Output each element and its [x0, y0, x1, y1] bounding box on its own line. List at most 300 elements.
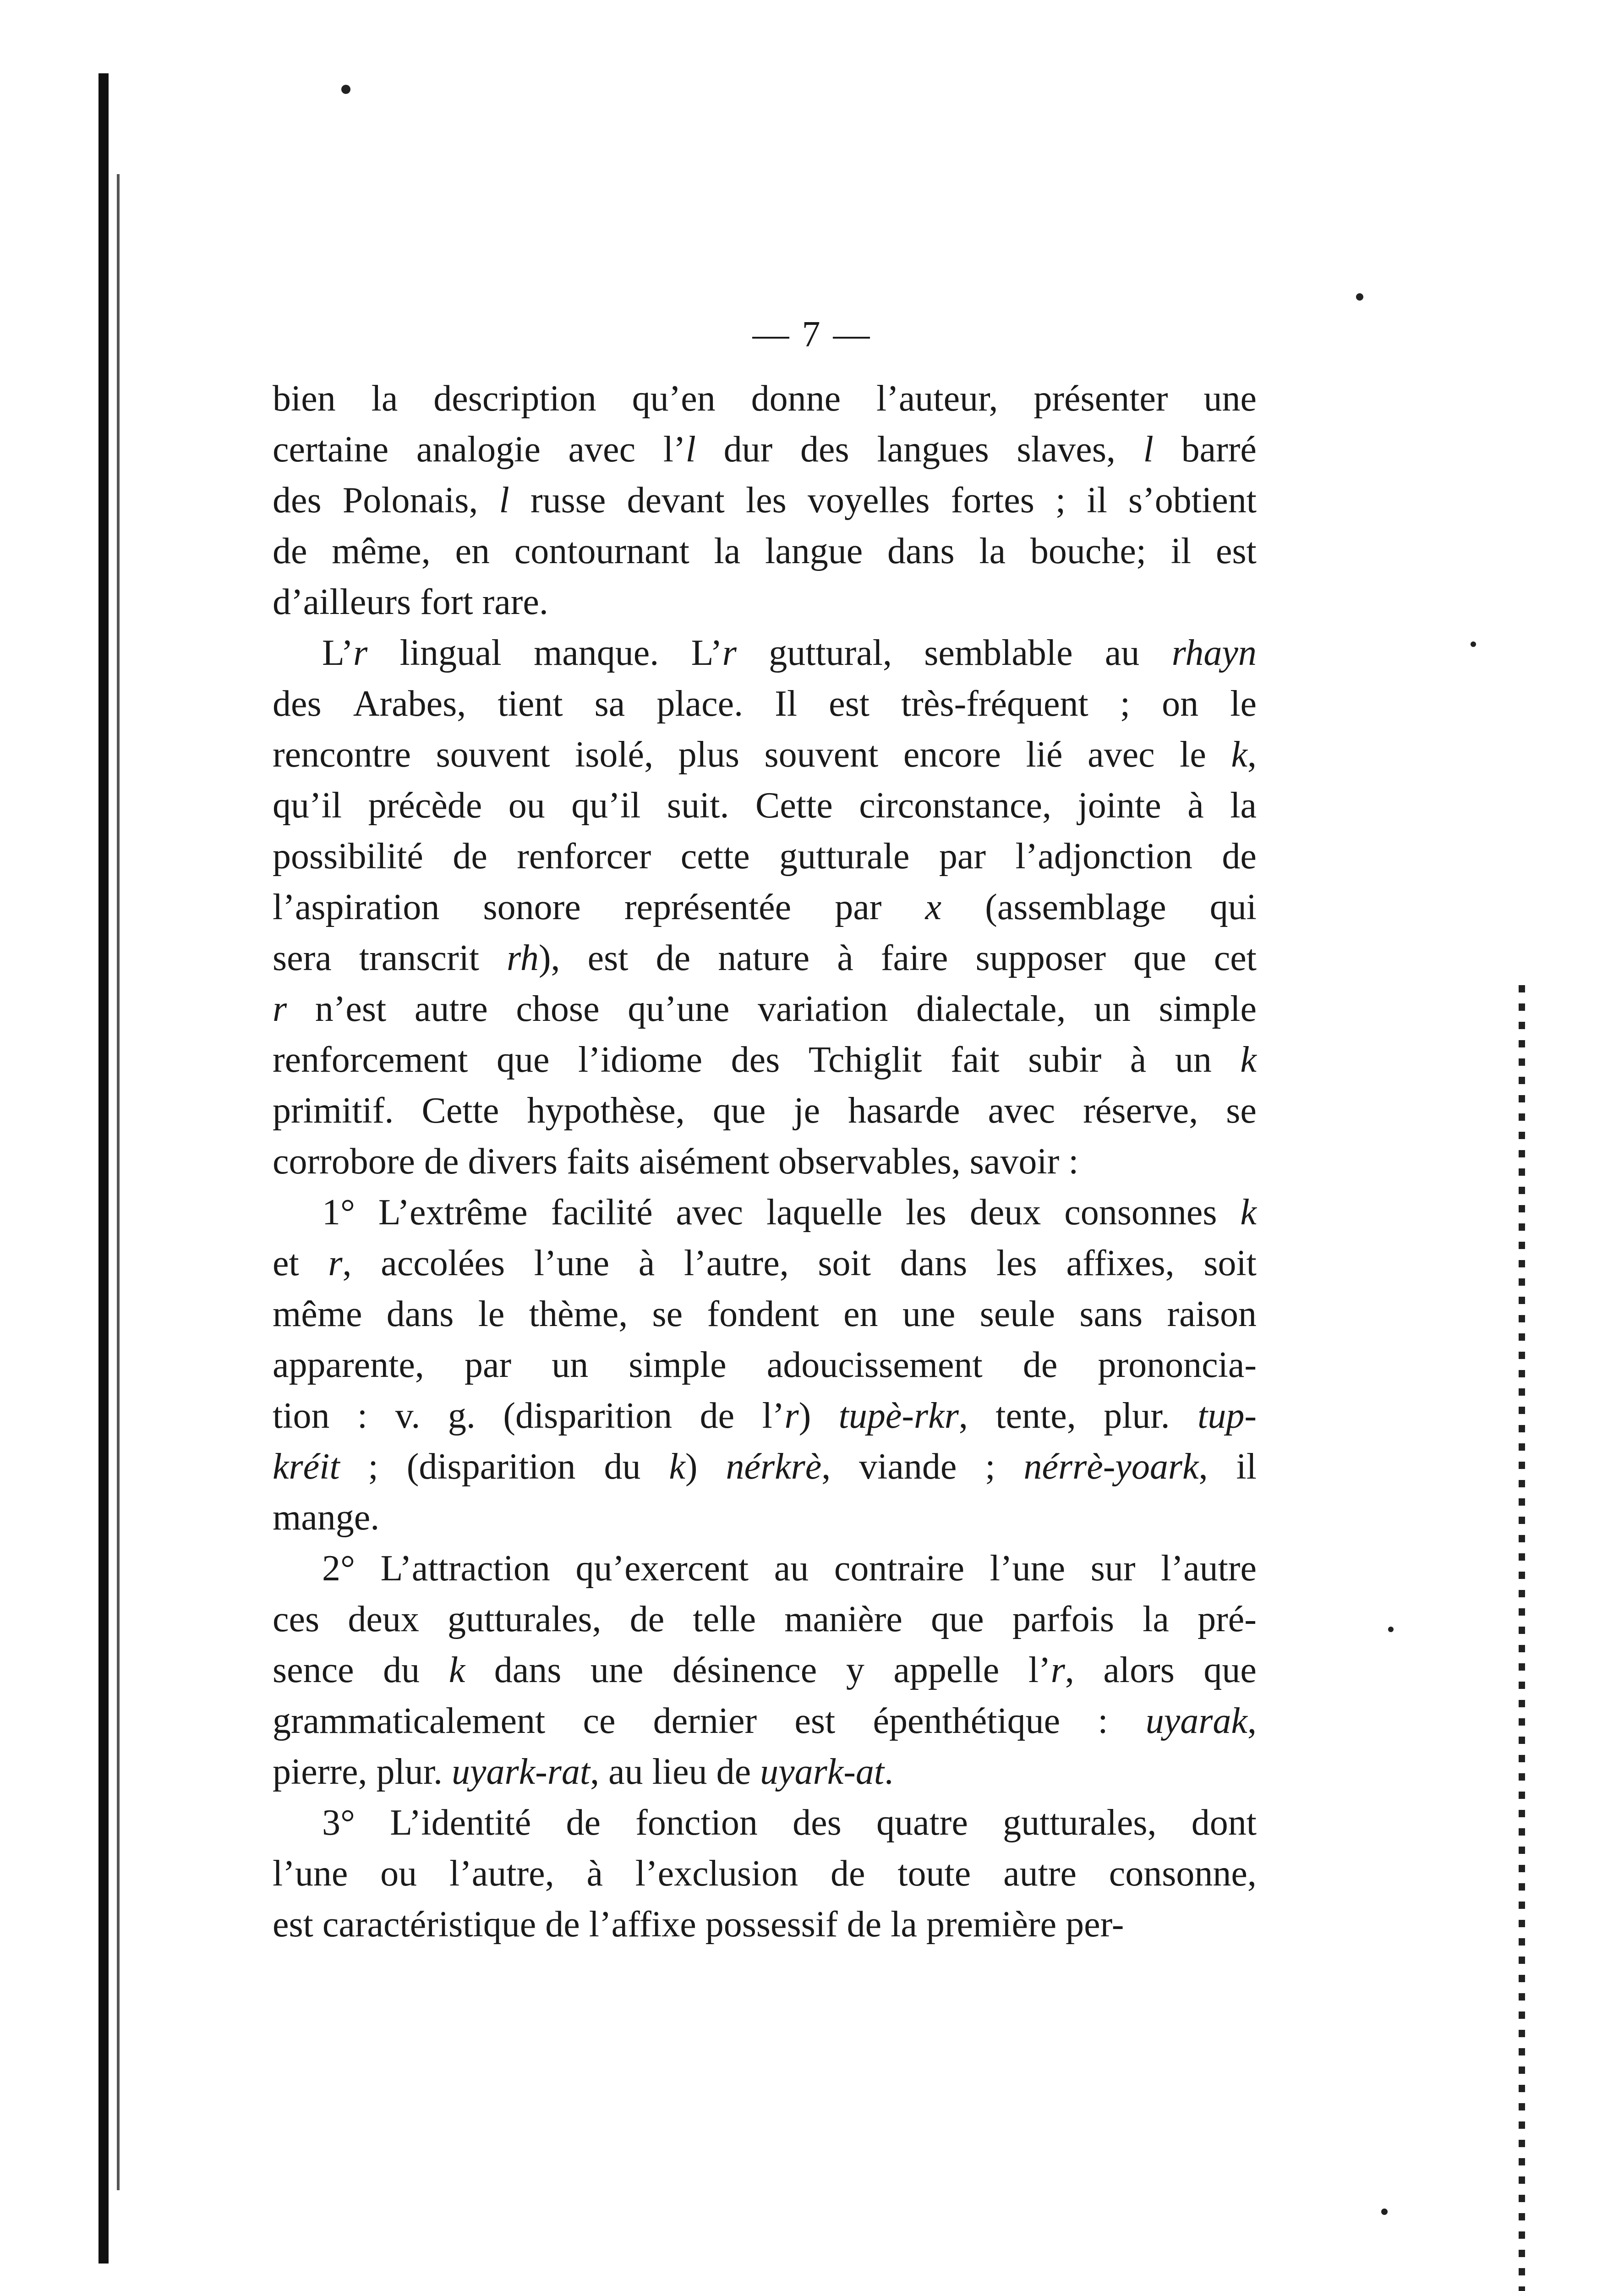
word: soit — [1203, 1243, 1257, 1283]
word: autre — [1003, 1853, 1077, 1894]
text-line — [273, 475, 1257, 526]
word: plus — [678, 734, 739, 775]
word: un — [1175, 1040, 1212, 1080]
word: l’affixe — [589, 1904, 696, 1945]
word: première — [926, 1904, 1057, 1945]
word: l — [499, 480, 509, 521]
word: guttural, — [769, 633, 892, 673]
word: appelle — [893, 1650, 1000, 1690]
word: adoucissement — [766, 1345, 983, 1385]
word: en — [455, 531, 490, 571]
word: russe — [530, 480, 606, 521]
word: sa — [594, 684, 625, 724]
word: la — [371, 378, 398, 419]
ink-speck — [1381, 2209, 1388, 2215]
word: devant — [627, 480, 725, 521]
word: voyelles — [807, 480, 930, 521]
word: l’exclusion — [635, 1853, 798, 1894]
word: per- — [1066, 1904, 1124, 1945]
word: dans — [900, 1243, 968, 1283]
word: description — [433, 378, 596, 419]
word: de — [831, 1853, 865, 1894]
word: qu’il — [273, 785, 342, 826]
word: l’une — [534, 1243, 610, 1283]
word: pierre, — [273, 1752, 367, 1792]
word: le — [1230, 684, 1257, 724]
word: il — [1170, 531, 1192, 571]
word: fort — [420, 582, 473, 622]
word: qu’en — [632, 378, 716, 419]
text-line — [273, 1187, 1257, 1238]
word: raison — [1167, 1294, 1257, 1334]
word: un — [552, 1345, 589, 1385]
word: viande — [859, 1447, 957, 1487]
word: de — [453, 836, 487, 877]
text-line — [273, 1696, 1257, 1747]
word: avec — [568, 429, 636, 470]
text-line — [273, 1238, 1257, 1289]
text-line — [273, 1340, 1257, 1391]
word: lieu — [652, 1752, 707, 1792]
word: l’aspiration — [273, 887, 440, 927]
word: (assemblage — [985, 887, 1166, 927]
text-line — [273, 882, 1257, 933]
word: ces — [273, 1599, 320, 1639]
word: de — [424, 1141, 459, 1182]
text-line — [273, 577, 1257, 628]
word: des — [731, 1040, 780, 1080]
right-edge-shadow — [1519, 985, 1525, 2291]
word: d’ailleurs — [273, 582, 411, 622]
word: ; — [1120, 684, 1131, 724]
word: v. — [395, 1396, 421, 1436]
word: simple — [629, 1345, 727, 1385]
text-line — [273, 1391, 1257, 1441]
word: que — [1133, 938, 1187, 978]
word: l’une — [273, 1853, 348, 1894]
word: rhayn — [1171, 633, 1257, 673]
word: toute — [897, 1853, 971, 1894]
word: uyark-at. — [760, 1752, 894, 1792]
word: mange. — [273, 1497, 380, 1538]
word: par — [465, 1345, 512, 1385]
word: gutturale — [779, 836, 910, 877]
text-line — [273, 1594, 1257, 1645]
word: bouche; — [1030, 531, 1147, 571]
word: (disparition — [406, 1447, 576, 1487]
word: consonnes — [1064, 1192, 1217, 1233]
word: s’obtient — [1128, 480, 1257, 521]
word: à — [1187, 785, 1204, 826]
text-line — [273, 1747, 1257, 1798]
word: qu’une — [628, 989, 730, 1029]
text-line — [273, 1543, 1257, 1594]
word: L’attraction — [380, 1548, 550, 1589]
ink-speck — [341, 85, 350, 94]
text-line — [273, 1899, 1257, 1950]
word: du — [604, 1447, 641, 1487]
word: g. — [448, 1396, 476, 1436]
word: ou — [380, 1853, 417, 1894]
word: subir — [1028, 1040, 1102, 1080]
word: affixes, — [1066, 1243, 1175, 1283]
word: slaves, — [1017, 429, 1115, 470]
word: de — [566, 1803, 601, 1843]
word: parfois — [1012, 1599, 1114, 1639]
word: apparente, — [273, 1345, 424, 1385]
word: l’autre, — [684, 1243, 789, 1283]
word: qui — [1209, 887, 1257, 927]
word: il — [1087, 480, 1107, 521]
word: caractéristique — [322, 1904, 536, 1945]
word: langues — [877, 429, 989, 470]
word: chose — [516, 989, 600, 1029]
word: se — [1226, 1091, 1257, 1131]
word: suit. — [667, 785, 729, 826]
word: L’r — [691, 633, 737, 673]
word: cette — [680, 836, 750, 877]
text-line — [273, 1035, 1257, 1085]
word: uyark-rat, — [451, 1752, 600, 1792]
text-line — [273, 1798, 1257, 1848]
word: y — [846, 1650, 864, 1690]
word: renforcer — [517, 836, 651, 877]
word: je — [793, 1091, 820, 1131]
word: que — [496, 1040, 550, 1080]
word: plur. — [1104, 1396, 1170, 1436]
word: cet — [1214, 938, 1257, 978]
word: l’r, — [1028, 1650, 1074, 1690]
word: contraire — [834, 1548, 965, 1589]
word: dans — [887, 531, 955, 571]
word: Cette — [421, 1091, 499, 1131]
word: : — [1068, 1141, 1079, 1182]
ink-speck — [1356, 293, 1363, 301]
word: est — [1216, 531, 1257, 571]
word: grammaticalement — [273, 1701, 546, 1741]
word: manière — [784, 1599, 902, 1639]
word: Il — [775, 684, 798, 724]
word: dernier — [653, 1701, 757, 1741]
word: sera — [273, 938, 332, 978]
word: sence — [273, 1650, 354, 1690]
word: certaine — [273, 429, 389, 470]
word: le — [478, 1294, 505, 1334]
word: seule — [979, 1294, 1055, 1334]
word: accolées — [381, 1243, 505, 1283]
word: même — [273, 1294, 362, 1334]
word: de — [656, 938, 691, 978]
word: fondent — [707, 1294, 819, 1334]
word: une — [902, 1294, 956, 1334]
word: la — [1230, 785, 1257, 826]
word: sur — [1090, 1548, 1136, 1589]
word: de — [847, 1904, 882, 1945]
word: gutturales, — [448, 1599, 601, 1639]
word: simple — [1159, 989, 1257, 1029]
word: manque. — [534, 633, 659, 673]
word: dialectale, — [916, 989, 1066, 1029]
word: du — [383, 1650, 420, 1690]
text-line — [273, 1645, 1257, 1696]
word: le — [1180, 734, 1206, 775]
word: savoir — [969, 1141, 1060, 1182]
binding-edge-shadow — [117, 174, 120, 2190]
word: uyarak, — [1145, 1701, 1257, 1741]
word: L’extrême — [378, 1192, 528, 1233]
word: l’auteur, — [876, 378, 998, 419]
word: l’adjonction — [1015, 836, 1192, 877]
text-line — [273, 526, 1257, 577]
text-line — [273, 933, 1257, 984]
word: souvent — [436, 734, 550, 775]
word: des — [800, 429, 849, 470]
word: Arabes, — [353, 684, 466, 724]
word: 1° — [322, 1192, 355, 1233]
word: de — [700, 1396, 735, 1436]
text-line — [273, 373, 1257, 424]
word: se — [652, 1294, 683, 1334]
word: k — [448, 1650, 465, 1690]
word: ; — [368, 1447, 378, 1487]
word: tupè-rkr, — [838, 1396, 968, 1436]
word: à — [837, 938, 853, 978]
word: r — [273, 989, 287, 1029]
word: par — [835, 887, 882, 927]
word: l’une — [990, 1548, 1066, 1589]
word: avec — [676, 1192, 744, 1233]
word: ou — [508, 785, 545, 826]
word: prononcia- — [1098, 1345, 1257, 1385]
word: nérkrè, — [726, 1447, 831, 1487]
word: qu’exercent — [575, 1548, 749, 1589]
word: l’l — [663, 429, 696, 470]
word: épenthétique — [873, 1701, 1061, 1741]
word: tup- — [1197, 1396, 1257, 1436]
word: telle — [693, 1599, 756, 1639]
word: k, — [1231, 734, 1257, 775]
word: place. — [656, 684, 744, 724]
word: langue — [765, 531, 863, 571]
word: possessif — [705, 1904, 838, 1945]
word: en — [843, 1294, 878, 1334]
word: k — [1240, 1040, 1257, 1080]
word: hasarde — [848, 1091, 960, 1131]
word: au — [774, 1548, 809, 1589]
word: de — [1222, 836, 1257, 877]
word: tente, — [995, 1396, 1076, 1436]
word: fortes — [951, 480, 1034, 521]
word: l’autre, — [449, 1853, 554, 1894]
word: représentée — [624, 887, 792, 927]
word: tient — [498, 684, 563, 724]
word: kréit — [273, 1447, 340, 1487]
word: au — [608, 1752, 643, 1792]
word: k) — [669, 1447, 698, 1487]
word: ; — [985, 1447, 995, 1487]
word: les — [906, 1192, 946, 1233]
text-line — [273, 1848, 1257, 1899]
word: l’autre — [1161, 1548, 1257, 1589]
word: hypothèse, — [527, 1091, 685, 1131]
body-text — [273, 373, 1257, 1950]
text-line — [273, 729, 1257, 780]
text-line — [273, 1289, 1257, 1340]
word: nature — [718, 938, 810, 978]
word: on — [1162, 684, 1199, 724]
text-line — [273, 1085, 1257, 1136]
word: divers — [468, 1141, 558, 1182]
page-number: — 7 — — [752, 314, 872, 355]
word: analogie — [416, 429, 541, 470]
word: un — [1094, 989, 1131, 1029]
word: au — [1105, 633, 1140, 673]
word: rare. — [482, 582, 548, 622]
word: ; — [1055, 480, 1066, 521]
word: n’est — [315, 989, 387, 1029]
word: même, — [332, 531, 431, 571]
word: semblable — [924, 633, 1073, 673]
word: à — [586, 1853, 603, 1894]
word: jointe — [1077, 785, 1161, 826]
word: les — [996, 1243, 1037, 1283]
word: dans — [386, 1294, 454, 1334]
word: que — [1203, 1650, 1257, 1690]
word: L’r — [322, 633, 368, 673]
word: laquelle — [766, 1192, 883, 1233]
text-line — [273, 1441, 1257, 1492]
word: des — [793, 1803, 842, 1843]
word: que — [712, 1091, 766, 1131]
word: désinence — [672, 1650, 817, 1690]
word: k — [1240, 1192, 1257, 1233]
word: que — [931, 1599, 984, 1639]
text-line — [273, 780, 1257, 831]
word: plur. — [376, 1752, 443, 1792]
text-line — [273, 679, 1257, 729]
word: contournant — [514, 531, 689, 571]
word: avec — [988, 1091, 1055, 1131]
word: (disparition — [503, 1396, 673, 1436]
word: de — [545, 1904, 580, 1945]
word: de — [1023, 1345, 1058, 1385]
word: bien — [273, 378, 336, 419]
word: Polonais, — [342, 480, 478, 521]
word: la — [979, 531, 1006, 571]
word: de — [716, 1752, 751, 1792]
word: dans — [494, 1650, 562, 1690]
word: circonstance, — [859, 785, 1052, 826]
word: donne — [751, 378, 841, 419]
word: possibilité — [273, 836, 423, 877]
word: l’idiome — [578, 1040, 703, 1080]
word: faits — [566, 1141, 630, 1182]
word: observables, — [778, 1141, 961, 1182]
word: deux — [969, 1192, 1041, 1233]
word: x — [925, 887, 942, 927]
word: avec — [1088, 734, 1155, 775]
word: l’r) — [762, 1396, 811, 1436]
word: de — [273, 531, 307, 571]
word: autre — [414, 989, 488, 1029]
word: : — [1098, 1701, 1108, 1741]
word: dur — [723, 429, 773, 470]
word: à — [638, 1243, 655, 1283]
word: corrobore — [273, 1141, 415, 1182]
word: primitif. — [273, 1091, 394, 1131]
word: deux — [348, 1599, 419, 1639]
word: soit — [818, 1243, 871, 1283]
word: transcrit — [359, 938, 480, 978]
word: Cette — [755, 785, 833, 826]
word: des — [273, 684, 322, 724]
word: pré- — [1197, 1599, 1257, 1639]
word: rh), — [507, 938, 560, 978]
word: est — [829, 684, 869, 724]
word: alors — [1103, 1650, 1175, 1690]
word: qu’il — [571, 785, 641, 826]
word: thème, — [529, 1294, 628, 1334]
word: est — [794, 1701, 836, 1741]
word: isolé, — [574, 734, 654, 775]
word: souvent — [764, 734, 879, 775]
word: fait — [951, 1040, 1000, 1080]
word: il — [1236, 1447, 1257, 1487]
word: lingual — [399, 633, 502, 673]
word: dont — [1191, 1803, 1257, 1843]
word: l — [1143, 429, 1154, 470]
word: r, — [328, 1243, 352, 1283]
word: la — [891, 1904, 917, 1945]
word: une — [590, 1650, 644, 1690]
word: facilité — [551, 1192, 653, 1233]
word: la — [714, 531, 741, 571]
word: est — [587, 938, 629, 978]
word: et — [273, 1243, 299, 1283]
word: gutturales, — [1003, 1803, 1157, 1843]
word: barré — [1181, 429, 1257, 470]
text-line — [273, 1492, 1257, 1543]
word: présenter — [1033, 378, 1168, 419]
text-line — [273, 424, 1257, 475]
word: 2° — [322, 1548, 355, 1589]
word: supposer — [975, 938, 1106, 978]
word: une — [1203, 378, 1257, 419]
word: à — [1130, 1040, 1147, 1080]
word: rencontre — [273, 734, 411, 775]
word: renforcement — [273, 1040, 468, 1080]
word: Tchiglit — [808, 1040, 922, 1080]
text-line — [273, 984, 1257, 1035]
word: aisément — [639, 1141, 770, 1182]
word: des — [273, 480, 322, 521]
word: sans — [1079, 1294, 1143, 1334]
word: de — [629, 1599, 665, 1639]
word: réserve, — [1083, 1091, 1198, 1131]
word: variation — [757, 989, 888, 1029]
word: par — [939, 836, 986, 877]
ink-speck — [1388, 1627, 1394, 1632]
word: fonction — [635, 1803, 758, 1843]
word: la — [1143, 1599, 1169, 1639]
word: L’identité — [390, 1803, 531, 1843]
word: les — [745, 480, 787, 521]
word: ce — [583, 1701, 616, 1741]
word: tion — [273, 1396, 330, 1436]
word: consonne, — [1109, 1853, 1257, 1894]
word: : — [357, 1396, 368, 1436]
word: précède — [368, 785, 482, 826]
